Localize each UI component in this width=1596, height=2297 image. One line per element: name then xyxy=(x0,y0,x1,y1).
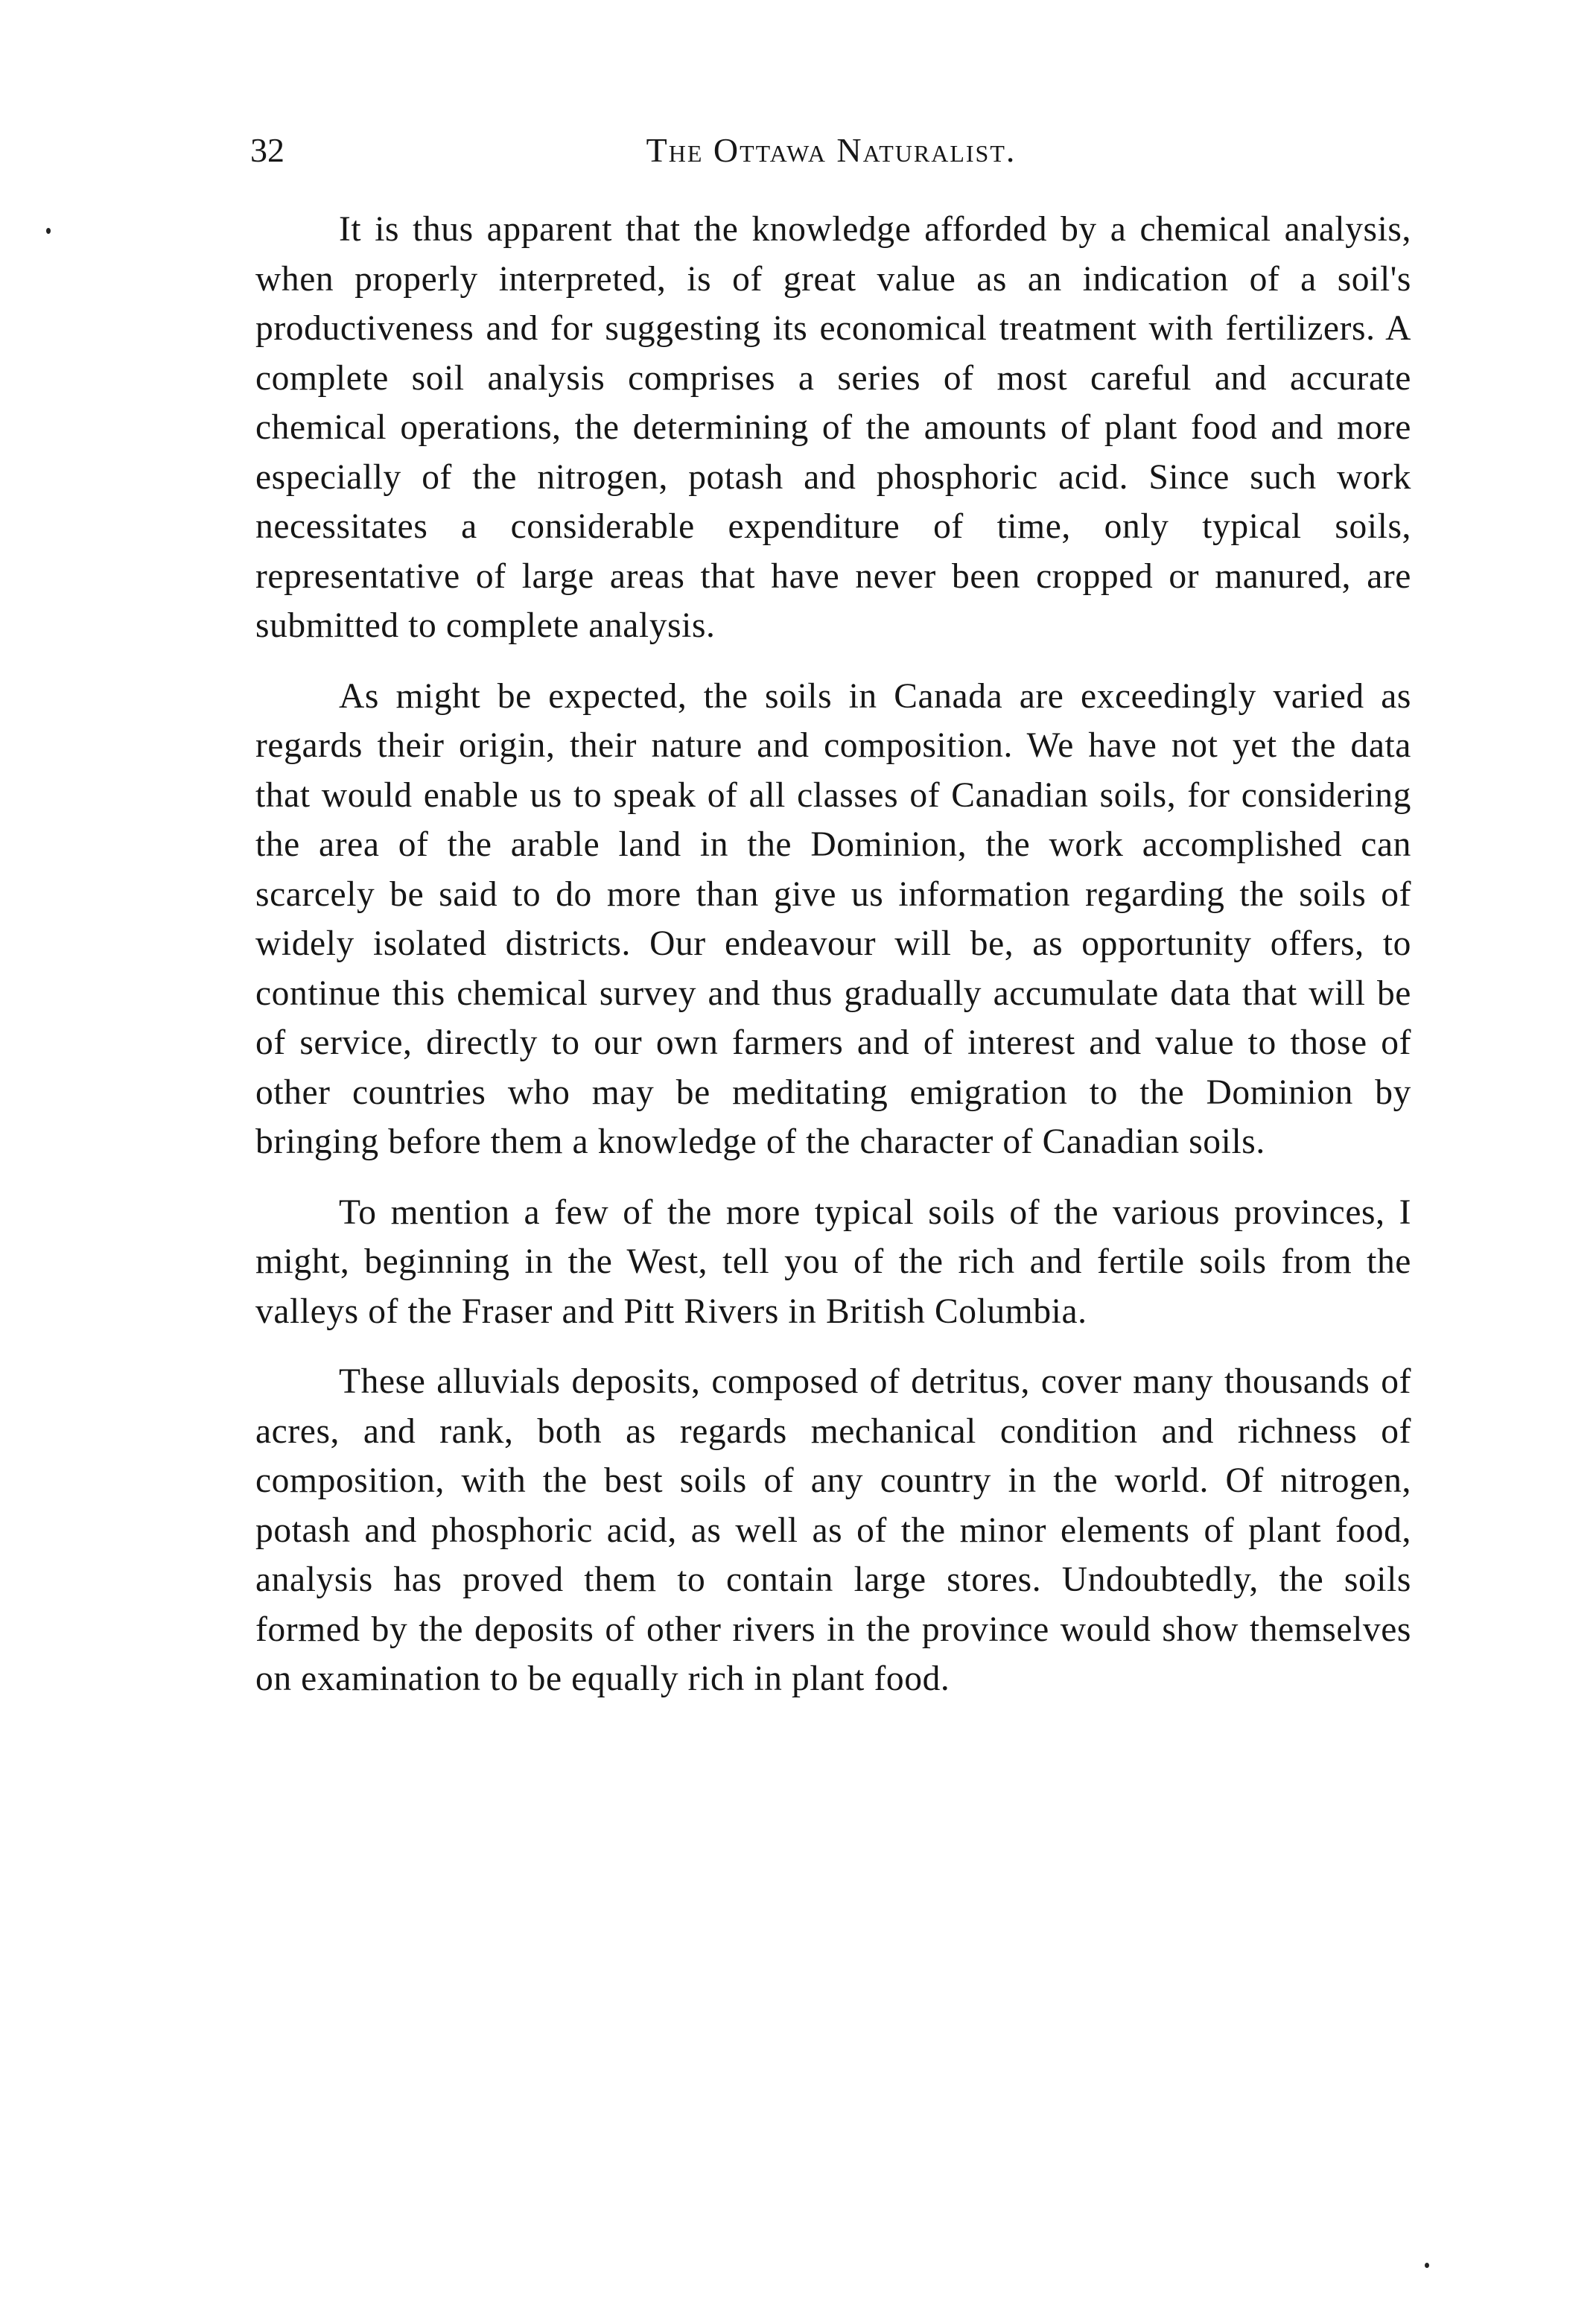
running-title: The Ottawa Naturalist. xyxy=(646,131,1017,169)
page-number: 32 xyxy=(250,131,284,169)
page-header xyxy=(250,127,1412,174)
paragraph-3: To mention a few of the more typical soils of the various provinces, I might, beginning in the West, tell you of the rich and fertile soils from the valleys of the Fraser and Pitt Rivers in British Columbia. xyxy=(255,1192,1411,1331)
body-text xyxy=(255,205,1411,1704)
ink-speck xyxy=(46,228,51,234)
paragraph-1: It is thus apparent that the knowledge afforded by a chemical analysis, when properly interpreted, is of great value as an indication of a soil's productiveness and for suggesting its economical treatment with fertilizers. A complete soil analysis comprises a series of most careful and accurate chemical operations, the determining of the amounts of plant food and more especially of the nitrogen, potash and phosphoric acid. Since such work necessitates a considerable expenditure of time, only typical soils, representative of large areas that have never been cropped or manured, are submitted to complete analysis. xyxy=(255,210,1411,645)
paragraph-2: As might be expected, the soils in Canada are exceedingly varied as regards their origin, their nature and composition. We have not yet the data that would enable us to speak of all classes of Canadian soils, for considering the area of the arable land in the Dominion, the work accomplished can scarcely be said to do more than give us information regarding the soils of widely isolated districts. Our endeavour will be, as opportunity offers, to continue this chemical survey and thus gradually accumulate data that will be of service, directly to our own farmers and of interest and value to those of other countries who may be meditating emigration to the Dominion by bringing before them a knowledge of the character of Canadian soils. xyxy=(255,676,1411,1161)
ink-speck xyxy=(1425,2263,1429,2268)
paragraph-4: These alluvials deposits, composed of detritus, cover many thousands of acres, and rank, both as regards mechanical condition and richness of composition, with the best soils of any country in the world. Of nitrogen, potash and phosphoric acid, as well as of the minor elements of plant food, analysis has proved them to contain large stores. Undoubtedly, the soils formed by the deposits of other rivers in the province would show themselves on examination to be equally rich in plant food. xyxy=(255,1362,1411,1698)
